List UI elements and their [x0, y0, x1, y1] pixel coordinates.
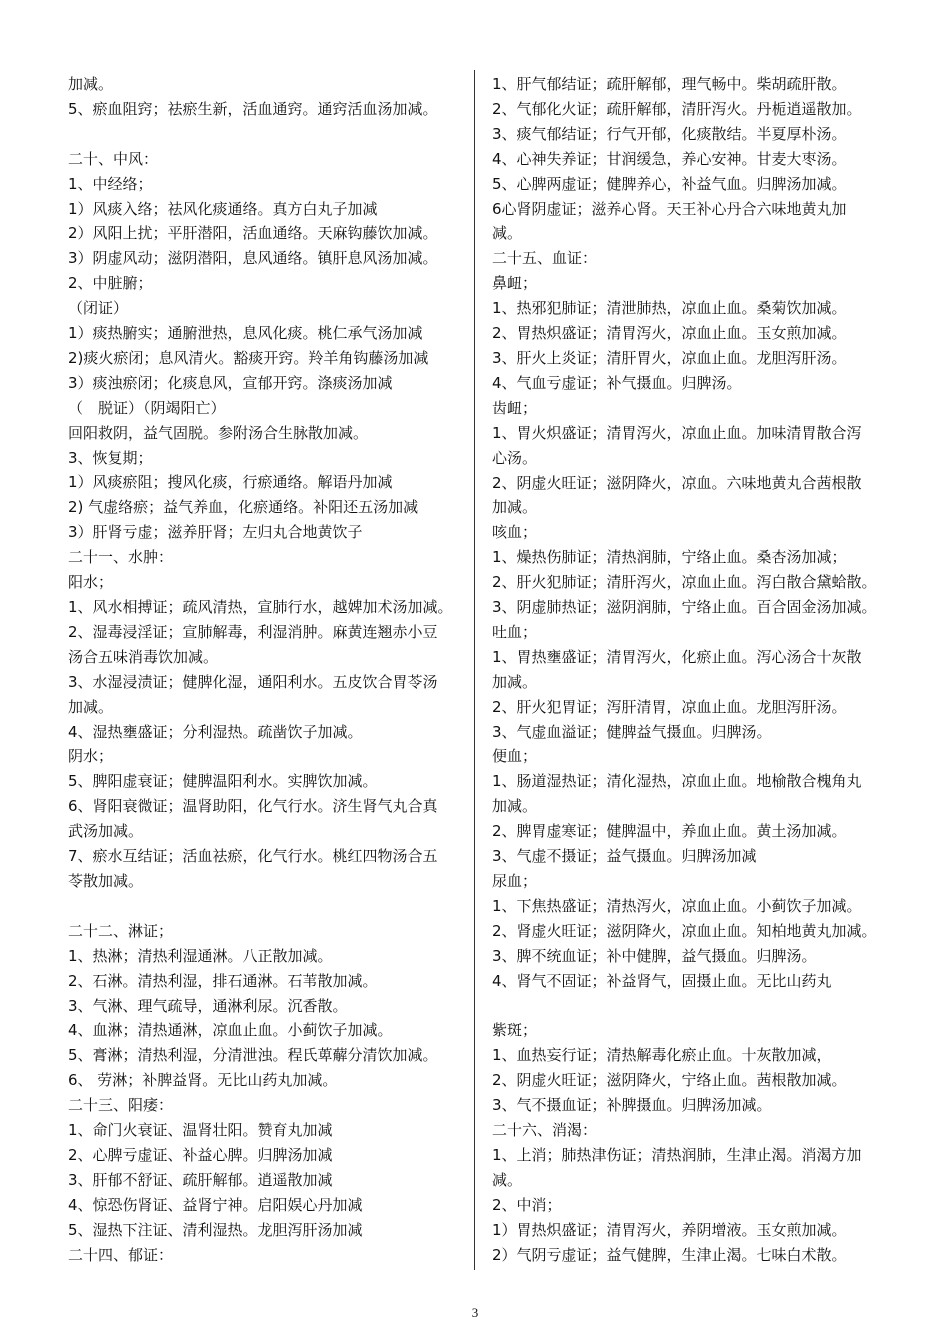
text-line: 减。	[492, 224, 523, 243]
text-line: 1）风痰瘀阻；搜风化痰，行瘀通络。解语丹加减	[68, 473, 393, 492]
text-line: 二十、中风：	[68, 149, 159, 168]
text-line	[68, 122, 466, 147]
text-line: 3、痰气郁结证；行气开郁，化痰散结。半夏厚朴汤。	[492, 124, 847, 143]
text-line: 1、上消；肺热津伤证；清热润肺，生津止渴。消渴方加	[492, 1145, 862, 1164]
text-line: 3、气淋、理气疏导，通淋利尿。沉香散。	[68, 996, 348, 1015]
text-line: 二十四、郁证：	[68, 1245, 174, 1264]
text-line: 二十一、水肿：	[68, 548, 174, 567]
text-line: 2、气郁化火证；疏肝解郁，清肝泻火。丹栀逍遥散加。	[492, 99, 862, 118]
text-line: 2、胃热炽盛证；清胃泻火，凉血止血。玉女煎加减。	[492, 324, 847, 343]
text-line: 2、湿毒浸淫证；宣肺解毒，利湿消肿。麻黄连翘赤小豆	[68, 622, 438, 641]
column-divider	[474, 70, 475, 1270]
text-line: 4、心神失养证；甘润缓急，养心安神。甘麦大枣汤。	[492, 149, 847, 168]
text-line: 紫斑；	[492, 1021, 538, 1040]
text-line	[492, 994, 894, 1019]
text-line: 1、血热妄行证；清热解毒化瘀止血。十灰散加减，	[492, 1046, 832, 1065]
text-line: 吐血；	[492, 622, 538, 641]
text-line: 加减。	[492, 498, 538, 517]
text-line: 1、热邪犯肺证；清泄肺热，凉血止血。桑菊饮加减。	[492, 299, 847, 318]
text-line: 1、燥热伤肺证；清热润肺，宁络止血。桑杏汤加减；	[492, 548, 847, 567]
text-line: 2、中脏腑；	[68, 274, 153, 293]
text-line: 6、 劳淋；补脾益肾。无比山药丸加减。	[68, 1071, 338, 1090]
text-line: 2、肾虚火旺证；滋阴降火，凉血止血。知柏地黄丸加减。	[492, 921, 877, 940]
text-line: 齿衄；	[492, 398, 538, 417]
page-number: 3	[471, 1305, 479, 1320]
text-line: 5、脾阳虚衰证；健脾温阳利水。实脾饮加减。	[68, 772, 378, 791]
text-line: 5、膏淋；清热利湿，分清泄浊。程氏萆薢分清饮加减。	[68, 1046, 438, 1065]
text-line: 3）痰浊瘀闭；化痰息风，宣郁开窍。涤痰汤加减	[68, 373, 393, 392]
text-line: （ 脱证）（阴竭阳亡）	[68, 398, 226, 417]
text-line: 4、气血亏虚证；补气摄血。归脾汤。	[492, 373, 742, 392]
text-line: 1、下焦热盛证；清热泻火，凉血止血。小蓟饮子加减。	[492, 896, 862, 915]
text-line: 2）风阳上扰；平肝潜阳，活血通络。天麻钩藤饮加减。	[68, 224, 438, 243]
text-line: 二十二、淋证；	[68, 921, 174, 940]
text-line: 1、肠道湿热证；清化湿热，凉血止血。地榆散合槐角丸	[492, 772, 862, 791]
text-line: 6心肾阴虚证；滋养心肾。天王补心丹合六味地黄丸加	[492, 199, 847, 218]
text-line: 汤合五味消毒饮加减。	[68, 647, 219, 666]
text-line: 7、瘀水互结证；活血祛瘀，化气行水。桃红四物汤合五	[68, 847, 438, 866]
text-line: 阳水；	[68, 573, 114, 592]
text-line: 2、脾胃虚寒证；健脾温中，养血止血。黄土汤加减。	[492, 822, 847, 841]
text-line: 二十三、阳痿：	[68, 1096, 174, 1115]
text-line: 尿血；	[492, 872, 538, 890]
text-line: 2) 气虚络瘀；益气养血，化瘀通络。补阳还五汤加减	[68, 498, 419, 517]
text-line: 3、肝火上炎证；清肝胃火，凉血止血。龙胆泻肝汤。	[492, 348, 847, 367]
text-line: 4、肾气不固证；补益肾气，固摄止血。无比山药丸	[492, 971, 832, 990]
text-line: 回阳救阴，益气固脱。参附汤合生脉散加减。	[68, 423, 369, 442]
text-line: 1、胃热壅盛证；清胃泻火，化瘀止血。泻心汤合十灰散	[492, 647, 862, 666]
text-line: 1）风痰入络；祛风化痰通络。真方白丸子加减	[68, 199, 378, 218]
text-line: 1、热淋；清热利湿通淋。八正散加减。	[68, 946, 333, 965]
text-line: 1、命门火衰证、温肾壮阳。赞育丸加减	[68, 1121, 333, 1140]
text-line: 加减。	[68, 75, 114, 93]
text-line: 3、阴虚肺热证；滋阴润肺，宁络止血。百合固金汤加减。	[492, 598, 877, 617]
text-line: 阴水；	[68, 747, 114, 766]
text-line: 加减。	[492, 797, 538, 816]
text-line: 2、心脾亏虚证、补益心脾。归脾汤加减	[68, 1145, 333, 1164]
text-line: 5、瘀血阻窍；祛瘀生新，活血通窍。通窍活血汤加减。	[68, 99, 438, 118]
text-line: 1、风水相搏证；疏风清热，宣肺行水，越婢加术汤加减。	[68, 598, 453, 617]
text-line: 5、心脾两虚证；健脾养心，补益气血。归脾汤加减。	[492, 174, 847, 193]
text-line: 减。	[492, 1170, 523, 1189]
text-line: 2)痰火瘀闭；息风清火。豁痰开窍。羚羊角钩藤汤加减	[68, 348, 429, 367]
right-column	[492, 72, 894, 1267]
text-line: 3、气不摄血证；补脾摄血。归脾汤加减。	[492, 1096, 772, 1115]
text-line: 3）肝肾亏虚；滋养肝肾；左归丸合地黄饮子	[68, 523, 363, 542]
text-line: 3、水湿浸渍证；健脾化湿，通阳利水。五皮饮合胃苓汤	[68, 672, 438, 691]
text-line: 4、惊恐伤肾证、益肾宁神。启阳娱心丹加减	[68, 1195, 363, 1214]
text-line: 4、湿热壅盛证；分利湿热。疏凿饮子加减。	[68, 722, 363, 741]
text-line: 二十六、消渴：	[492, 1121, 598, 1140]
text-line: 2、阴虚火旺证；滋阴降火，凉血。六味地黄丸合茜根散	[492, 473, 862, 492]
text-line: 加减。	[68, 697, 114, 716]
text-line: 便血；	[492, 747, 538, 766]
text-line: 加减。	[492, 672, 538, 691]
text-line: 3、气虚不摄证；益气摄血。归脾汤加减	[492, 847, 757, 866]
text-line: 2、肝火犯胃证；泻肝清胃，凉血止血。龙胆泻肝汤。	[492, 697, 847, 716]
text-line: 武汤加减。	[68, 822, 144, 841]
text-line: 2、中消；	[492, 1195, 562, 1214]
text-line: 3、恢复期；	[68, 448, 153, 467]
text-line: 心汤。	[492, 448, 538, 467]
text-line: 2）气阴亏虚证；益气健脾，生津止渴。七味白术散。	[492, 1245, 847, 1264]
text-line: （闭证）	[68, 299, 129, 318]
text-line: 3、肝郁不舒证、疏肝解郁。逍遥散加减	[68, 1170, 333, 1189]
text-line: 咳血；	[492, 523, 538, 542]
text-line: 2、石淋。清热利湿，排石通淋。石苇散加减。	[68, 971, 378, 990]
left-column	[68, 72, 466, 1267]
text-line: 二十五、血证：	[492, 249, 598, 268]
text-line: 2、肝火犯肺证；清肝泻火，凉血止血。泻白散合黛蛤散。	[492, 573, 877, 592]
text-line: 3、脾不统血证；补中健脾，益气摄血。归脾汤。	[492, 946, 817, 965]
text-line: 1）痰热腑实；通腑泄热，息风化痰。桃仁承气汤加减	[68, 324, 423, 343]
text-line: 鼻衄；	[492, 274, 538, 293]
text-line: 1、中经络；	[68, 174, 153, 193]
text-line: 4、血淋；清热通淋，凉血止血。小蓟饮子加减。	[68, 1021, 393, 1040]
text-line: 2、阴虚火旺证；滋阴降火，宁络止血。茜根散加减。	[492, 1071, 847, 1090]
text-line: 6、肾阳衰微证；温肾助阳，化气行水。济生肾气丸合真	[68, 797, 438, 816]
text-line: 1、胃火炽盛证；清胃泻火，凉血止血。加味清胃散合泻	[492, 423, 862, 442]
text-line: 3、气虚血溢证；健脾益气摄血。归脾汤。	[492, 722, 772, 741]
text-line: 1）胃热炽盛证；清胃泻火，养阴增液。玉女煎加减。	[492, 1220, 847, 1239]
text-line: 3）阴虚风动；滋阴潜阳，息风通络。镇肝息风汤加减。	[68, 249, 438, 268]
text-line: 1、肝气郁结证；疏肝解郁，理气畅中。柴胡疏肝散。	[492, 75, 847, 93]
text-line: 苓散加减。	[68, 871, 144, 890]
text-line	[68, 894, 466, 919]
text-line: 5、湿热下注证、清利湿热。龙胆泻肝汤加减	[68, 1220, 363, 1239]
